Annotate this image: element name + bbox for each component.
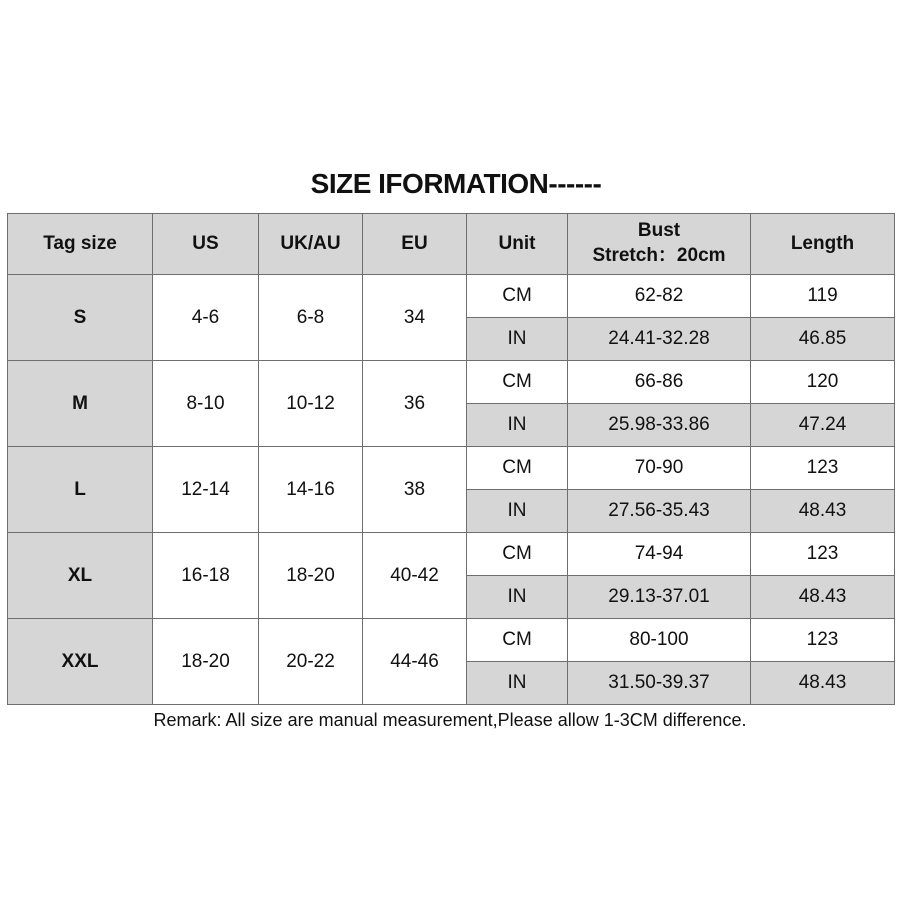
tag-size-cell: S — [8, 275, 153, 361]
bust-cell: 24.41-32.28 — [568, 318, 751, 361]
us-size-cell: 18-20 — [153, 619, 259, 705]
unit-cell: IN — [467, 490, 568, 533]
us-size-cell: 16-18 — [153, 533, 259, 619]
header-unit: Unit — [467, 214, 568, 275]
uk-au-size-cell: 10-12 — [259, 361, 363, 447]
eu-size-cell: 38 — [363, 447, 467, 533]
length-cell: 46.85 — [751, 318, 895, 361]
tag-size-cell: M — [8, 361, 153, 447]
eu-size-cell: 34 — [363, 275, 467, 361]
bust-cell: 31.50-39.37 — [568, 662, 751, 705]
length-cell: 123 — [751, 447, 895, 490]
uk-au-size-cell: 18-20 — [259, 533, 363, 619]
header-us: US — [153, 214, 259, 275]
bust-cell: 80-100 — [568, 619, 751, 662]
uk-au-size-cell: 20-22 — [259, 619, 363, 705]
bust-cell: 62-82 — [568, 275, 751, 318]
unit-cell: CM — [467, 275, 568, 318]
header-bust — [568, 214, 751, 275]
header-tag-size: Tag size — [8, 214, 153, 275]
bust-cell: 70-90 — [568, 447, 751, 490]
eu-size-cell: 44-46 — [363, 619, 467, 705]
bust-cell: 74-94 — [568, 533, 751, 576]
unit-cell: IN — [467, 318, 568, 361]
header-uk-au: UK/AU — [259, 214, 363, 275]
length-cell: 48.43 — [751, 490, 895, 533]
tag-size-cell: XL — [8, 533, 153, 619]
unit-cell: IN — [467, 662, 568, 705]
header-bust-stretch: Stretch：20cm — [592, 245, 726, 266]
us-size-cell: 8-10 — [153, 361, 259, 447]
us-size-cell: 4-6 — [153, 275, 259, 361]
table-row — [8, 361, 895, 404]
unit-cell: CM — [467, 533, 568, 576]
unit-cell: CM — [467, 361, 568, 404]
length-cell: 123 — [751, 533, 895, 576]
eu-size-cell: 36 — [363, 361, 467, 447]
bust-cell: 29.13-37.01 — [568, 576, 751, 619]
length-cell: 119 — [751, 275, 895, 318]
header-row — [8, 214, 895, 275]
table-row — [8, 533, 895, 576]
header-bust-label: Bust — [637, 220, 681, 241]
length-cell: 120 — [751, 361, 895, 404]
length-cell: 48.43 — [751, 576, 895, 619]
bust-cell: 66-86 — [568, 361, 751, 404]
length-cell: 47.24 — [751, 404, 895, 447]
length-cell: 123 — [751, 619, 895, 662]
unit-cell: CM — [467, 619, 568, 662]
page-title: SIZE IFORMATION------ — [310, 168, 602, 199]
length-cell: 48.43 — [751, 662, 895, 705]
tag-size-cell: XXL — [8, 619, 153, 705]
uk-au-size-cell: 14-16 — [259, 447, 363, 533]
header-length: Length — [751, 214, 895, 275]
size-table — [7, 213, 895, 705]
bust-cell: 27.56-35.43 — [568, 490, 751, 533]
bust-cell: 25.98-33.86 — [568, 404, 751, 447]
remark-text: Remark: All size are manual measurement,Please allow 1-3CM difference. — [153, 710, 747, 730]
eu-size-cell: 40-42 — [363, 533, 467, 619]
header-eu: EU — [363, 214, 467, 275]
unit-cell: IN — [467, 576, 568, 619]
us-size-cell: 12-14 — [153, 447, 259, 533]
table-row — [8, 275, 895, 318]
uk-au-size-cell: 6-8 — [259, 275, 363, 361]
unit-cell: IN — [467, 404, 568, 447]
table-row — [8, 619, 895, 662]
tag-size-cell: L — [8, 447, 153, 533]
table-row — [8, 447, 895, 490]
unit-cell: CM — [467, 447, 568, 490]
